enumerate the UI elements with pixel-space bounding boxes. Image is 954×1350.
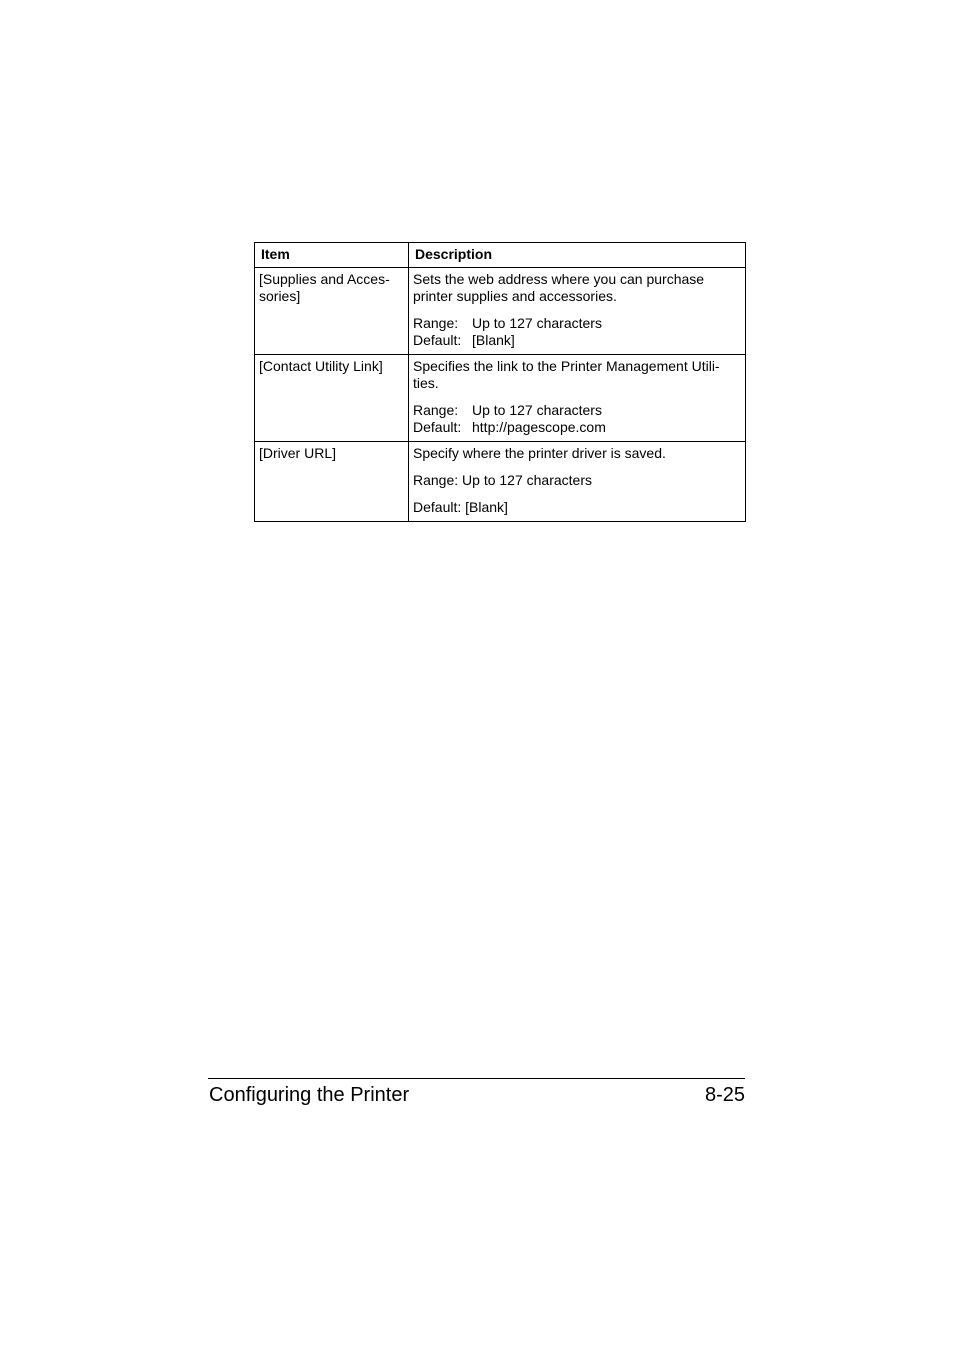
- table-row-driver-url: [255, 442, 746, 522]
- description-text: [413, 271, 741, 305]
- default-line: [413, 332, 741, 349]
- default-line: [413, 419, 741, 436]
- description-text: Specify where the printer driver is saved.: [413, 445, 666, 461]
- description-line: ties.: [413, 375, 439, 391]
- item-name-line: [Driver URL]: [259, 445, 337, 461]
- range-line: [413, 402, 741, 419]
- table-header-row: [255, 243, 746, 268]
- default-text: Default: [Blank]: [413, 499, 508, 515]
- item-name-line: [Contact Utility Link]: [259, 358, 383, 374]
- range-value: Up to 127 characters: [472, 402, 602, 418]
- default-value: [Blank]: [472, 332, 515, 348]
- item-cell: [255, 355, 409, 442]
- description-line: Specifies the link to the Printer Management Utili-: [413, 358, 720, 374]
- item-cell: [255, 268, 409, 355]
- default-label: Default:: [413, 332, 462, 348]
- description-cell: [409, 442, 746, 522]
- range-text: Range: Up to 127 characters: [413, 472, 592, 488]
- range-label: Range:: [413, 315, 459, 331]
- footer-section-title: Configuring the Printer: [209, 1084, 410, 1106]
- default-label: Default:: [413, 419, 462, 435]
- description-cell: [409, 268, 746, 355]
- footer-page-number: 8-25: [704, 1084, 745, 1106]
- item-name-line: sories]: [259, 288, 301, 304]
- column-header-description: Description: [409, 243, 746, 268]
- item-cell: [255, 442, 409, 522]
- footer-divider: [208, 1078, 745, 1079]
- item-name-line: [Supplies and Acces-: [259, 271, 390, 287]
- range-label: Range:: [413, 402, 459, 418]
- description-line: Sets the web address where you can purchase: [413, 271, 705, 287]
- description-cell: [409, 355, 746, 442]
- range-default-block: [413, 402, 741, 436]
- description-line: printer supplies and accessories.: [413, 288, 617, 304]
- column-header-item: Item: [255, 243, 409, 268]
- default-value: http://pagescope.com: [472, 419, 606, 435]
- range-line: [413, 315, 741, 332]
- table-row-contact-utility-link: [255, 355, 746, 442]
- description-text: [413, 358, 741, 392]
- table-row-supplies-and-accessories: [255, 268, 746, 355]
- range-default-block: [413, 315, 741, 349]
- range-value: Up to 127 characters: [472, 315, 602, 331]
- settings-table: [254, 242, 746, 522]
